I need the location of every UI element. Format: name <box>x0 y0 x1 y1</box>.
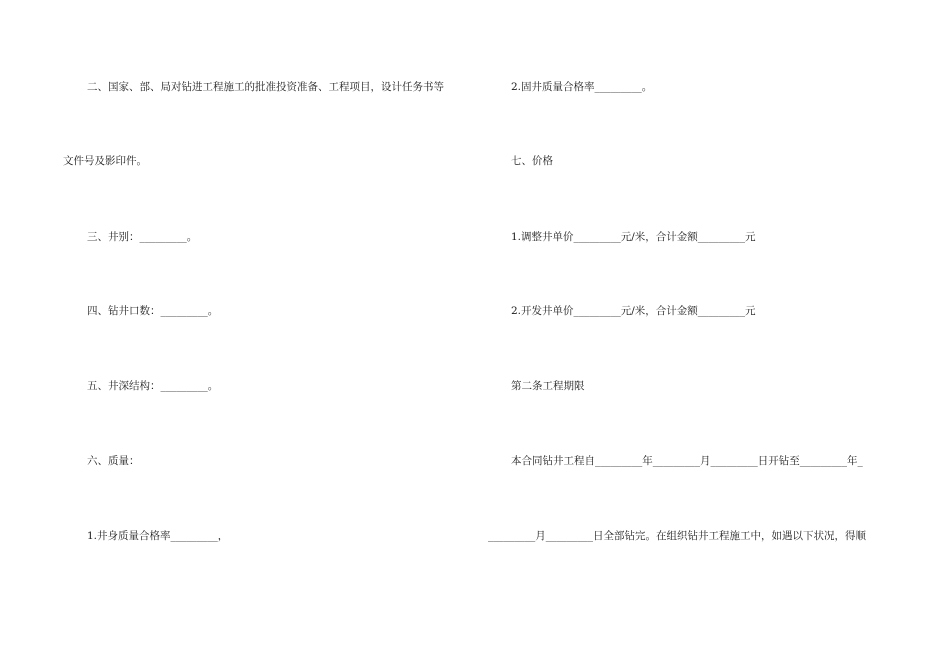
left-line-2: 文件号及影印件。 <box>63 155 147 167</box>
left-line-6: 六、质量： <box>87 455 140 467</box>
left-line-7: 1.井身质量合格率_________， <box>87 530 229 542</box>
left-line-5: 五、井深结构：_________。 <box>87 380 219 392</box>
right-line-7: _________月_________日全部钻完。在组织钻井工程施工中，如遇以下状况，得顺 <box>488 530 866 542</box>
right-line-4: 2.开发井单价_________元/米，合计金额_________元 <box>511 305 756 317</box>
right-line-3: 1.调整井单价_________元/米，合计金额_________元 <box>511 231 756 243</box>
right-line-5: 第二条工程期限 <box>511 380 585 392</box>
left-line-3: 三、井别：_________。 <box>87 231 198 243</box>
right-line-6: 本合同钻井工程自_________年_________月_________日开钻至_________年_ <box>511 455 863 467</box>
right-line-2: 七、价格 <box>511 155 553 167</box>
right-line-1: 2.固井质量合格率_________。 <box>511 81 653 93</box>
left-line-4: 四、钻井口数：_________。 <box>87 305 219 317</box>
left-line-1: 二、国家、部、局对钻进工程施工的批准投资准备、工程项目，设计任务书等 <box>87 81 444 93</box>
